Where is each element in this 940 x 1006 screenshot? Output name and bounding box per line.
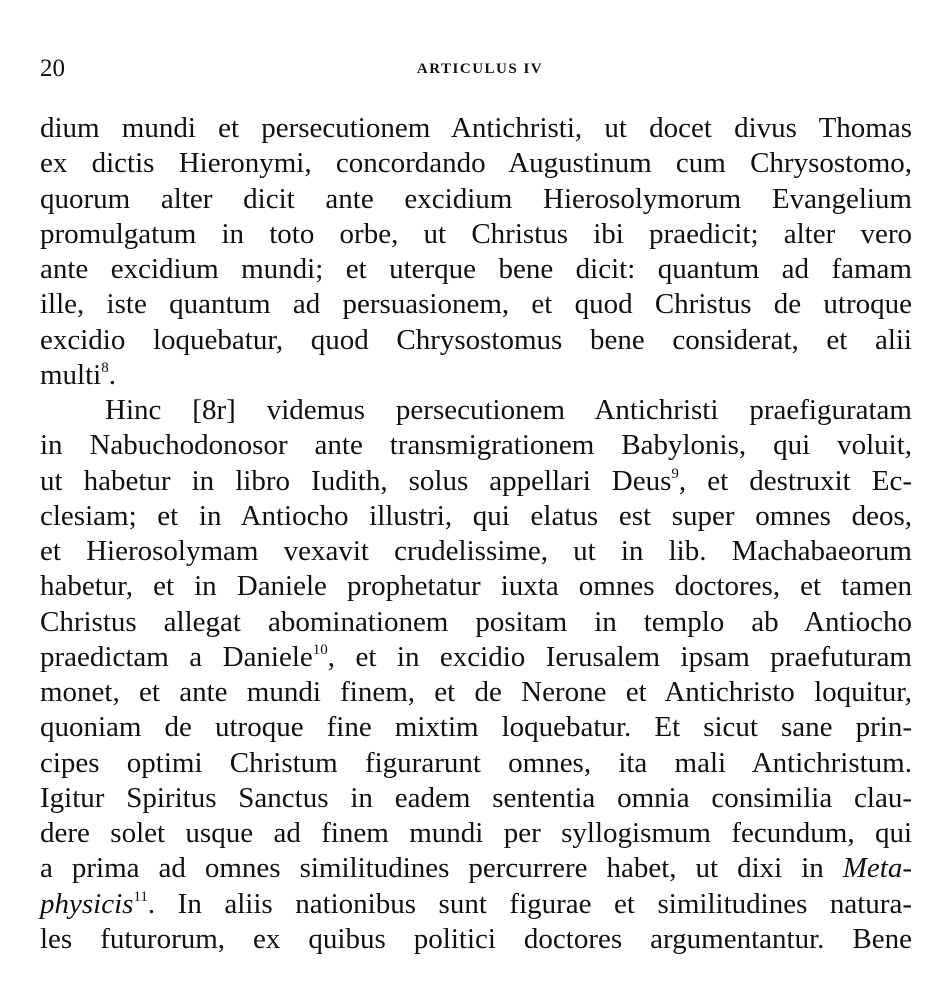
text-line: praedictam a Daniele$^{10}$, et in excidio Ierusalem ipsam praefuturam bbox=[40, 640, 912, 673]
text-line: ante excidium mundi; et uterque bene dicit: quantum ad famam bbox=[40, 253, 912, 285]
text-line: cipes optimi Christum figurarunt omnes, ita mali Antichristum. bbox=[40, 746, 912, 779]
text-line: dere solet usque ad finem mundi per syllogismum fecundum, qui bbox=[40, 817, 912, 849]
text-line: Hinc [8r] videmus persecutionem Antichristi praefiguratam bbox=[105, 394, 912, 426]
text-line: physicis$^{11}$. In aliis nationibus sunt figurae et similitudines natura- bbox=[40, 887, 912, 920]
body-text bbox=[40, 111, 912, 957]
text-line: Christus allegat abominationem positam in templo ab Antiocho bbox=[40, 605, 912, 638]
footnote-marker: 10 bbox=[312, 641, 328, 658]
italic-text: Meta- bbox=[842, 852, 912, 885]
text-line: quoniam de utroque fine mixtim loquebatur. Et sicut sane prin- bbox=[40, 711, 912, 744]
footnote-marker: 11 bbox=[133, 888, 148, 905]
page-number: 20 bbox=[40, 55, 65, 82]
text-line: promulgatum in toto orbe, ut Christus ibi praedicit; alter vero bbox=[40, 217, 912, 250]
italic-text: physicis bbox=[40, 887, 134, 920]
text-line: et Hierosolymam vexavit crudelissime, ut in lib. Machabaeorum bbox=[40, 535, 912, 567]
text-line: les futurorum, ex quibus politici doctores argumentantur. Bene bbox=[40, 922, 912, 955]
text-line: a prima ad omnes similitudines percurrere habet, ut dixi in Meta- bbox=[40, 852, 912, 885]
footnote-marker: 8 bbox=[101, 359, 109, 376]
running-head: ARTICULUS IV bbox=[416, 61, 544, 77]
text-line: multi$^8$. bbox=[40, 358, 116, 391]
text-line: clesiam; et in Antiocho illustri, qui elatus est super omnes deos, bbox=[40, 499, 912, 532]
text-line: ille, iste quantum ad persuasionem, et quod Christus de utroque bbox=[40, 288, 912, 321]
text-line: quorum alter dicit ante excidium Hierosolymorum Evangelium bbox=[40, 182, 912, 215]
text-line: habetur, et in Daniele prophetatur iuxta omnes doctores, et tamen bbox=[40, 570, 912, 603]
text-line: in Nabuchodonosor ante transmigrationem Babylonis, qui voluit, bbox=[40, 429, 912, 462]
text-line: monet, et ante mundi finem, et de Nerone et Antichristo loquitur, bbox=[40, 676, 912, 708]
footnote-marker: 9 bbox=[671, 465, 679, 482]
text-line: ut habetur in libro Iudith, solus appellari Deus$^9$, et destruxit Ec- bbox=[40, 464, 912, 497]
page-header bbox=[40, 52, 910, 86]
text-line: ex dictis Hieronymi, concordando Augustinum cum Chrysostomo, bbox=[40, 147, 912, 180]
text-line: Igitur Spiritus Sanctus in eadem sententia omnia consimilia clau- bbox=[40, 781, 912, 814]
text-line: dium mundi et persecutionem Antichristi, ut docet divus Thomas bbox=[40, 112, 912, 144]
text-line: excidio loquebatur, quod Chrysostomus bene considerat, et alii bbox=[40, 323, 912, 356]
